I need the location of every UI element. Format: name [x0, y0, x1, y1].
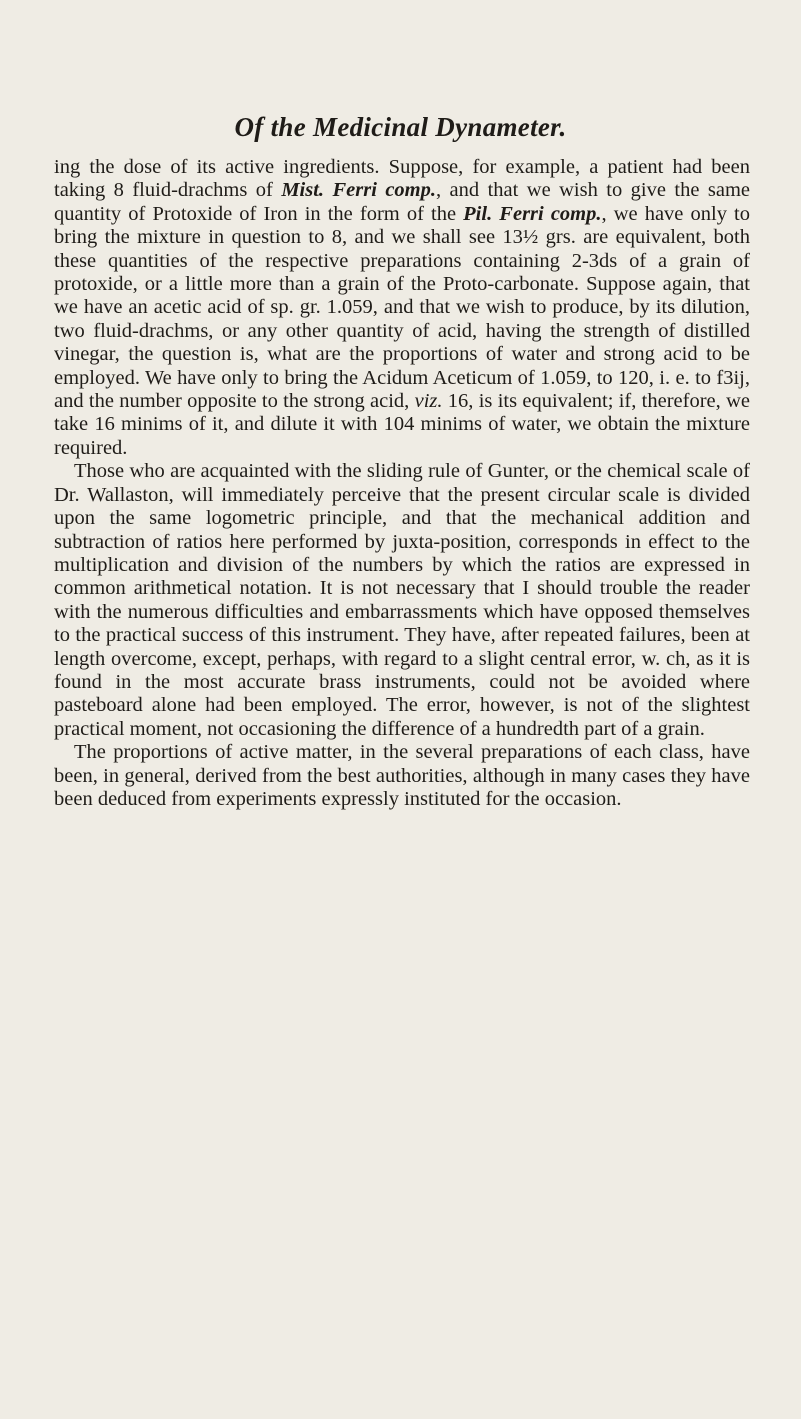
body-text: [54, 156, 750, 811]
italic-term: Mist. Ferri comp.: [281, 179, 436, 202]
text-run: Those who are acquainted with the sliding rule of Gunter, or the chemical scale of Dr. Wallaston, will immediately perceive that the present circular scale is divided upon the same logometric principle, and that the mechanical addition and subtraction of ratios here performed by juxta-position, corresponds in effect to the multiplication and division of the numbers by which the ratios are expressed in common arithmetical notation. It is not necessary that I should trouble the reader with the numerous difficulties and embarrassments which have opposed themselves to the practical success of this instrument. They have, after repeated failures, been at length overcome, except, perhaps, with regard to a slight central error, w. ch, as it is found in the most accurate brass instruments, could not be avoided where pasteboard alone had been employed. The error, however, is not of the slightest practical moment, not occasioning the difference of a hundredth part of a grain.: [54, 460, 750, 740]
running-head: Of the Medicinal Dynameter.: [234, 112, 567, 142]
text-run: ing the dose of its active ingredients. Suppose, for example, a patient had been taking 8 fluid-drachms of: [54, 156, 750, 202]
text-run: , and that we wish to give the same quantity of Protoxide of Iron in the form of the: [54, 179, 750, 225]
italic-term: Pil. Ferri comp.: [463, 202, 602, 225]
paragraph-2: [54, 460, 750, 741]
italic-term: viz.: [414, 390, 443, 413]
text-run: , we have only to bring the mixture in question to 8, and we shall see 13½ grs. are equivalent, both these quantities of the respective preparations containing 2-3ds of a grain of protoxide, or a little more than a grain of the Proto-carbonate. Suppose again, that we have an acetic acid of sp. gr. 1.059, and that we wish to produce, by its dilution, two fluid-drachms, or any other quantity of acid, having the strength of distilled vinegar, the question is, what are the proportions of water and strong acid to be employed. We have only to bring the Acidum Aceticum of 1.059, to 120, i. e. to f3ij, and the number opposite to the strong acid,: [54, 202, 750, 413]
paragraph-3: [54, 741, 750, 811]
paragraph-1: [54, 156, 750, 460]
text-run: 16, is its equivalent; if, therefore, we take 16 minims of it, and dilute it with 104 minims of water, we obtain the mixture required.: [54, 390, 750, 459]
text-run: The proportions of active matter, in the several preparations of each class, have been, in general, derived from the best authorities, although in many cases they have been deduced from experiments expressly instituted for the occasion.: [54, 741, 750, 810]
